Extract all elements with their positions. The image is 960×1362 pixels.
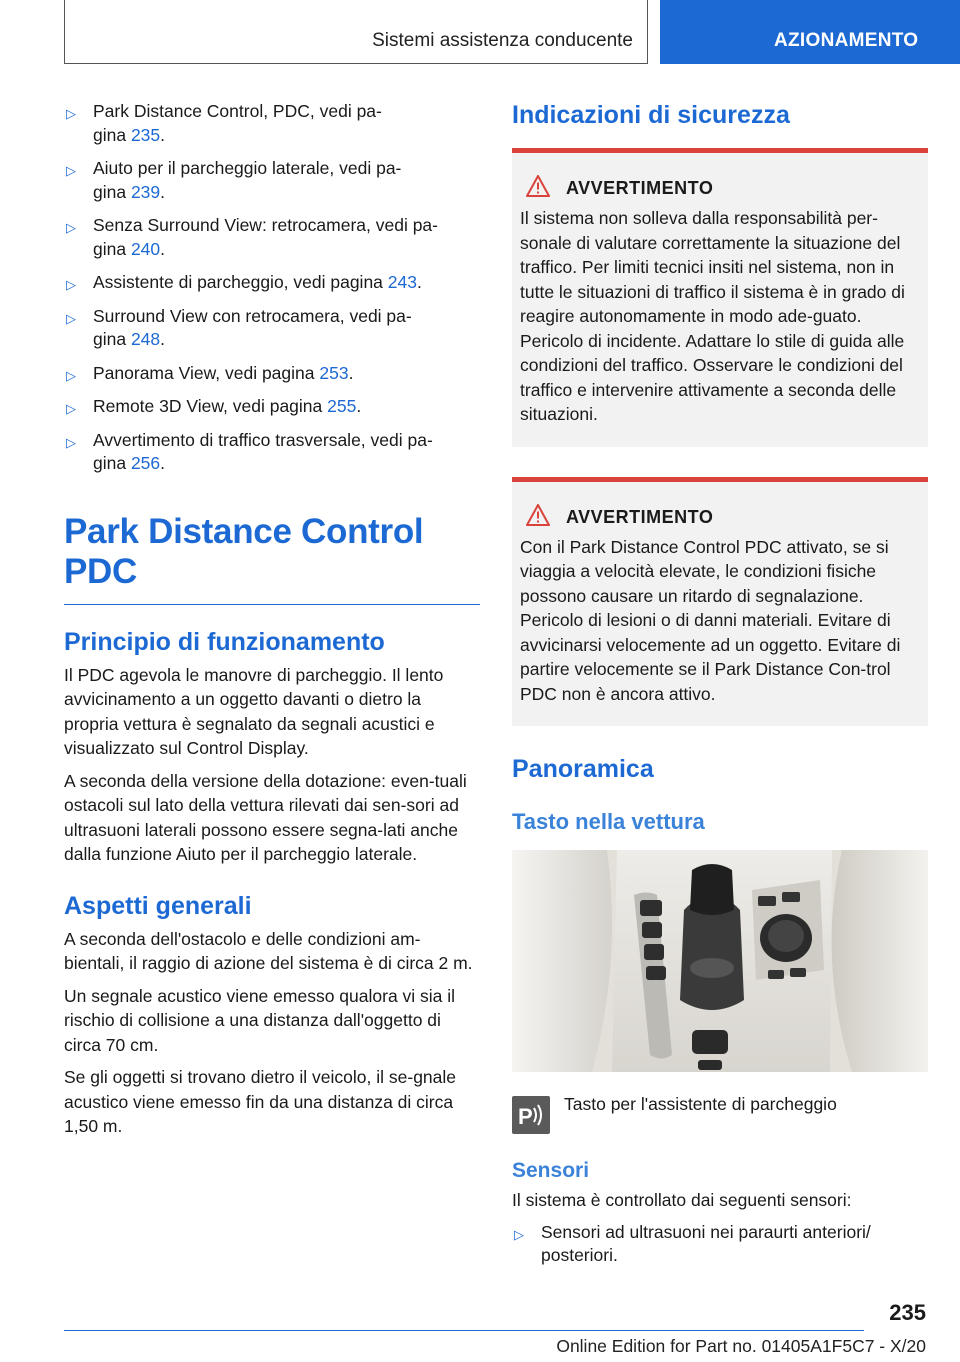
cross-reference-item: ▷ Surround View con retrocamera, vedi pa- gina 248. [66,305,412,349]
bullet-triangle-icon: ▷ [66,106,76,121]
warning-triangle-icon [526,175,550,202]
page-reference-link[interactable]: 255 [327,396,357,416]
parking-assistant-button-icon[interactable] [512,1096,550,1134]
sensors-list [512,1221,928,1268]
page-number: 235 [889,1300,926,1325]
principle-paragraph-1: Il PDC agevola le manovre di parcheggio. Il lento avvicinamento a un oggetto davanti o dietro la propria vettura è segnalato da segnali acustici e visualizzato sul Control Display. [64,664,444,758]
bullet-triangle-icon: ▷ [66,163,76,178]
cross-reference-list [64,100,480,476]
chapter-title: AZIONAMENTO [774,30,919,51]
general-paragraph-3: Se gli oggetti si trovano dietro il veicolo, il se-gnale acustico viene emesso fin da una distanza di circa 1,50 m. [64,1067,457,1136]
chapter-tab[interactable] [660,0,960,64]
button-heading: Tasto nella vettura [512,809,705,834]
principle-paragraph-2: A seconda della versione della dotazione: even-tuali ostacoli sul lato della vettura rilevati dai sen-sori ad ultrasuoni laterali possono essere segna-lati anche dalla funzione Aiuto per il parcheggio laterale. [64,770,467,864]
list-item: ▷ Sensori ad ultrasuoni nei paraurti anteriori/ posteriori. [514,1221,871,1265]
overview-heading: Panoramica [512,755,654,783]
section-header [64,0,648,64]
cross-reference-item: ▷ Assistente di parcheggio, vedi pagina 243. [64,271,480,295]
footer-divider [64,1330,864,1331]
warning-box-2 [512,477,928,727]
warning-text: Con il Park Distance Control PDC attivato, se si viaggia a velocità elevate, le condizioni fisiche possono causare un ritardo di segnalazione. Pericolo di lesioni o di danni materiali. Evitare di avvicinarsi velocemente ad un oggetto. Evitare di partire velocemente se il Park Distance Con-trol PDC non è ancora attivo. [520,536,901,704]
page-reference-link[interactable]: 235 [130,124,161,145]
cross-reference-item: ▷ Senza Surround View: retrocamera, vedi pa- gina 240. [66,215,438,259]
button-caption: Tasto per l'assistente di parcheggio [564,1094,837,1114]
warning-triangle-icon [526,504,550,531]
bullet-triangle-icon: ▷ [514,1226,524,1242]
sensors-intro: Il sistema è controllato dai seguenti sensori: [512,1190,852,1210]
general-heading: Aspetti generali [64,891,252,920]
page-reference-link[interactable]: 253 [319,362,349,383]
bullet-triangle-icon: ▷ [66,310,76,326]
warning-title: AVVERTIMENTO [566,178,714,198]
warning-box-1 [512,148,928,447]
safety-heading: Indicazioni di sicurezza [512,101,790,129]
main-title: Park Distance Control PDC [64,512,480,605]
page-reference-link[interactable]: 248 [130,329,161,349]
warning-text: Il sistema non solleva dalla responsabilità per-sonale di valutare correttamente la situazione del traffico. Per limiti tecnici insiti nel sistema, non in tutte le situazioni di traffico il sistema è in grado di reagire autonomamente in modo ade-guato. Pericolo di incidente. Adattare lo stile di guida alle condizioni del traffico. Osservare le condizioni del traffico e intervenire attivamente a seconda delle situazioni. [520,208,905,424]
bullet-triangle-icon: ▷ [66,434,76,450]
edition-footer: Online Edition for Part no. 01405A1F5C7 - X/20 [556,1336,926,1356]
cross-reference-item: ▷ Panorama View, vedi pagina 253. [64,362,480,386]
bullet-triangle-icon: ▷ [66,220,76,235]
page-reference-link[interactable]: 239 [130,181,161,202]
bullet-triangle-icon: ▷ [66,277,76,292]
cross-reference-item: ▷ Aiuto per il parcheggio laterale, vedi pa- gina 239. [66,158,402,202]
svg-text:P: P [518,1104,533,1128]
cross-reference-item: ▷ Park Distance Control, PDC, vedi pa- gina 235. [66,101,382,145]
cross-reference-item: ▷ Remote 3D View, vedi pagina 255. [64,395,480,419]
page-reference-link[interactable]: 243 [387,272,417,292]
bullet-triangle-icon: ▷ [66,401,76,416]
general-paragraph-2: Un segnale acustico viene emesso qualora vi sia il rischio di collisione a una distanza dall'oggetto di circa 70 cm. [64,985,456,1055]
general-paragraph-1: A seconda dell'ostacolo e delle condizioni am-bientali, il raggio di azione del sistema è di circa 2 m. [64,928,473,973]
principle-heading: Principio di funzionamento [64,627,385,656]
cross-reference-item: ▷ Avvertimento di traffico trasversale, vedi pa- gina 256. [66,429,433,473]
sensors-heading: Sensori [512,1159,590,1182]
page-reference-link[interactable]: 240 [130,238,161,259]
button-caption-row [512,1090,928,1134]
page-reference-link[interactable]: 256 [130,453,161,473]
right-column [512,100,928,1278]
section-title: Sistemi assistenza conducente [372,30,633,51]
warning-title: AVVERTIMENTO [566,506,714,527]
bullet-triangle-icon: ▷ [66,367,76,383]
center-console-photo [512,850,928,1072]
left-column [64,100,480,1147]
